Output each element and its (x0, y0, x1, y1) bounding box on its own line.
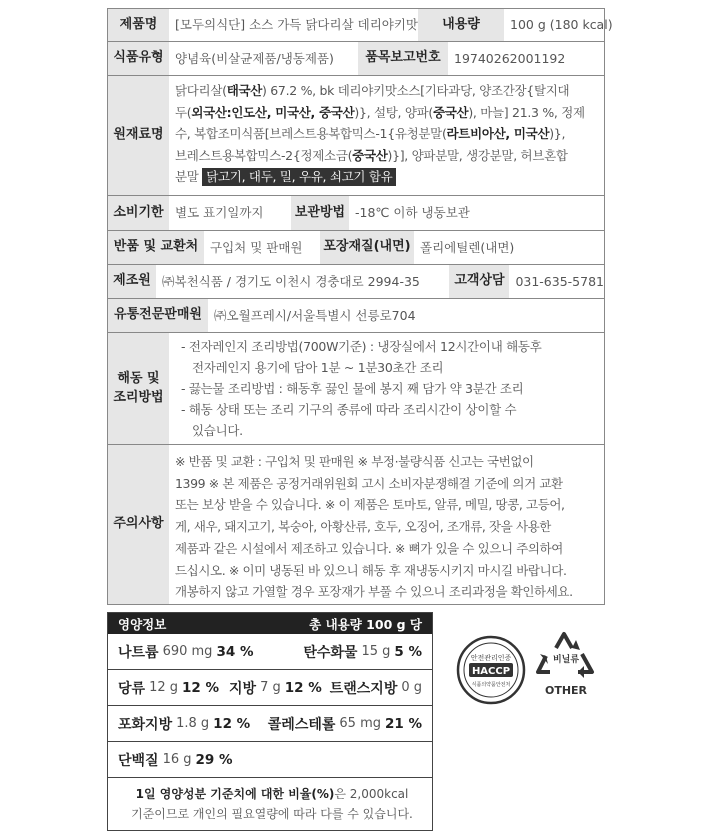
manufacturer-label: 제조원 (108, 265, 156, 298)
ingredients-line: 브레스트용복합믹스-2{정제소금(중국산)}], 양파분말, 생강분말, 허브혼합 (175, 147, 568, 163)
recycle-logo (526, 626, 606, 702)
nutrition-title: 영양정보 (118, 616, 167, 632)
packaging-label: 포장재질(내면) (320, 231, 414, 264)
nutrition-header (108, 613, 432, 634)
returns-label: 반품 및 교환처 (108, 231, 204, 264)
label-table (107, 8, 613, 605)
ingredients-line: 분말 닭고기, 대두, 밀, 우유, 쇠고기 함유 (175, 166, 598, 188)
row-product-name (108, 9, 613, 42)
report-number-value: 19740262001192 (454, 50, 566, 66)
caution-line: 1399 ※ 본 제품은 공정거래위원회 고시 소비자분쟁해결 기준에 의거 교환 (175, 475, 563, 491)
customer-service-label: 고객상담 (449, 265, 509, 298)
thaw-line: - 전자레인지 조리방법(700W기준) : 냉장실에서 12시간이내 해동후 (181, 339, 542, 354)
nutrition-row: 포화지방 1.8 g 12 % 콜레스테롤 65 mg 21 % (108, 706, 432, 742)
caution-line: 제품과 같은 시설에서 제조하고 있습니다. ※ 뼈가 있을 수 있으니 주의하여 (175, 540, 563, 556)
thaw-cooking-value (169, 333, 604, 444)
report-number-label: 품목보고번호 (358, 42, 448, 75)
ingredients-line: 닭다리살(태국산) 67.2 %, bk 데리야키맛소스[기타과당, 양조간장{탈지대 (175, 83, 570, 98)
customer-service-value: 031-635-5781 (515, 273, 604, 289)
row-manufacturer (108, 265, 604, 299)
row-thaw-cooking (108, 333, 604, 445)
recycle-icon (526, 626, 606, 702)
ingredients-line: 수, 복합조미식품[브레스트용복합믹스-1{유청분말(라트비아산, 미국산)}, (175, 126, 566, 141)
row-caution (108, 445, 604, 604)
caution-line: 또는 보상 받을 수 있습니다. ※ 이 제품은 토마토, 알류, 메밀, 땅콩, 고등어, (175, 497, 565, 513)
svg-text:안전관리인증: 안전관리인증 (470, 654, 512, 662)
ingredients-label: 원재료명 (108, 76, 169, 195)
nutrition-footnote: 1일 영양성분 기준치에 대한 비율(%)은 2,000kcal 기준이므로 개인의 필요열량에 따라 다를 수 있습니다. (131, 787, 413, 821)
nutrition-row: 단백질 16 g 29 % (108, 742, 432, 778)
thaw-line: 있습니다. (188, 423, 243, 438)
volume-label: 내용량 (418, 9, 504, 41)
row-ingredients (108, 76, 604, 196)
svg-text:OTHER: OTHER (544, 684, 588, 697)
row-distributor (108, 299, 604, 333)
expiry-label: 소비기한 (108, 196, 169, 230)
thaw-cooking-label: 해동 및 조리방법 (108, 333, 169, 444)
storage-value: -18℃ 이하 냉동보관 (355, 205, 470, 220)
ingredients-value (169, 76, 604, 195)
nutrition-basis: 총 내용량 100 g 당 (309, 616, 422, 632)
nutrition-row: 당류 12 g 12 % 지방 7 g 12 % 트랜스지방 0 g (108, 670, 432, 706)
thaw-line: - 해동 상태 또는 조리 기구의 종류에 따라 조리시간이 상이할 수 (181, 402, 517, 417)
returns-value: 구입처 및 판매원 (210, 239, 303, 255)
caution-line: 게, 새우, 돼지고기, 복숭아, 아황산류, 호두, 오징어, 조개류, 잣을 사용한 (175, 519, 551, 535)
svg-text:HACCP: HACCP (471, 666, 511, 677)
caution-value (169, 445, 604, 604)
volume-value: 100 g (180 kcal) (510, 17, 613, 32)
caution-line: 드십시오. ※ 이미 냉동된 바 있으니 해동 후 재냉동시키지 마시길 바랍니다. (175, 562, 567, 578)
row-returns (108, 231, 604, 265)
row-food-type (108, 42, 604, 76)
thaw-line: - 끓는물 조리방법 : 해동후 끓인 물에 봉지 째 담가 약 3분간 조리 (181, 381, 524, 396)
food-type-label: 식품유형 (108, 42, 169, 75)
nutrition-facts (107, 612, 433, 831)
row-expiry (108, 196, 604, 231)
packaging-value: 폴리에틸렌(내면) (420, 239, 515, 255)
distributor-label: 유통전문판매원 (108, 299, 208, 332)
svg-text:비닐류: 비닐류 (552, 655, 580, 665)
food-type-value: 양념육(비살균제품/냉동제품) (175, 50, 334, 66)
haccp-logo (455, 634, 527, 706)
caution-line: ※ 반품 및 교환 : 구입처 및 판매원 ※ 부정·불량식품 신고는 국번없이 (175, 454, 534, 469)
product-name-value: [모두의식단] 소스 가득 닭다리살 데리야키맛 (175, 17, 418, 32)
svg-text:식품의약품안전처: 식품의약품안전처 (471, 682, 511, 688)
ingredients-line: 두(외국산:인도산, 미국산, 중국산)}, 설탕, 양파(중국산), 마늘] 21.3 %, 정제 (175, 104, 585, 120)
distributor-value: ㈜오월프레시/서울특별시 선릉로704 (214, 307, 416, 323)
manufacturer-value: ㈜복천식품 / 경기도 이천시 경충대로 2994-35 (162, 273, 420, 289)
thaw-line: 전자레인지 용기에 담아 1분 ~ 1분30초간 조리 (188, 360, 444, 375)
product-name-label: 제품명 (108, 9, 169, 41)
caution-label: 주의사항 (108, 445, 169, 604)
expiry-value: 별도 표기일까지 (175, 205, 264, 220)
allergy-badge: 닭고기, 대두, 밀, 우유, 쇠고기 함유 (202, 168, 396, 186)
storage-label: 보관방법 (291, 196, 349, 230)
nutrition-row: 나트륨 690 mg 34 % 탄수화물 15 g 5 % (108, 634, 432, 670)
haccp-emblem-icon (455, 634, 527, 706)
caution-line: 개봉하지 않고 가열할 경우 포장재가 부풀 수 있으니 조리과정을 확인하세요. (175, 584, 573, 600)
